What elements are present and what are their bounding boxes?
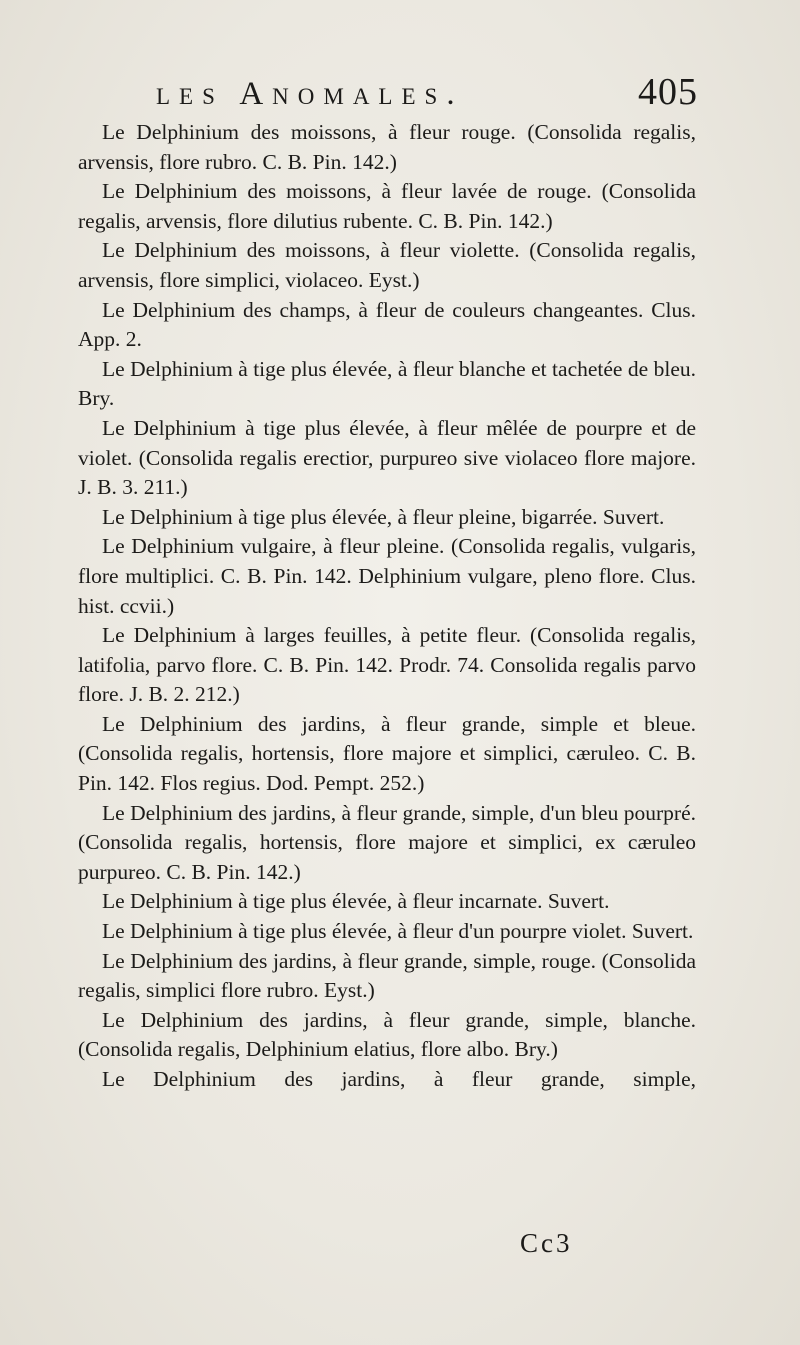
page-number: 405	[638, 71, 698, 113]
paragraph: Le Delphinium des jardins, à fleur grande, simple,	[102, 1067, 696, 1091]
paragraph: Le Delphinium vulgaire, à fleur pleine. (Consolida regalis, vulgaris, flore multiplici. C. B. Pin. 142. Delphinium vulgare, pleno flore. Clus. hist. ccvii.)	[78, 534, 696, 618]
paragraph: Le Delphinium à tige plus élevée, à fleur d'un pourpre violet. Suvert.	[102, 919, 694, 944]
paragraph: Le Delphinium des champs, à fleur de couleurs changeantes. Clus. App. 2.	[78, 297, 696, 352]
paragraph: Le Delphinium des moissons, à fleur rouge. (Consolida regalis, arvensis, flore rubro. C. B. Pin. 142.)	[78, 120, 696, 174]
running-title: les Anomales.	[156, 76, 464, 112]
paragraph: Le Delphinium des jardins, à fleur grande, simple, d'un bleu pourpré. (Consolida regalis, hortensis, flore majore et simplici, ex cæruleo purpureo. C. B. Pin. 142.)	[78, 800, 696, 884]
body-text	[78, 118, 696, 1095]
paragraph: Le Delphinium des jardins, à fleur grande, simple, rouge. (Consolida regalis, simplici flore rubro. Eyst.)	[78, 948, 696, 1003]
paragraph: Le Delphinium à tige plus élevée, à fleur incarnate. Suvert.	[102, 889, 610, 914]
paragraph: Le Delphinium des jardins, à fleur grande, simple, blanche. (Consolida regalis, Delphinium elatius, flore albo. Bry.)	[78, 1007, 696, 1062]
paragraph: Le Delphinium à tige plus élevée, à fleur mêlée de pourpre et de violet. (Consolida regalis erectior, purpureo sive violaceo flore majore. J. B. 3. 211.)	[78, 415, 696, 500]
page-header	[78, 70, 698, 120]
paragraph: Le Delphinium à tige plus élevée, à fleur pleine, bigarrée. Suvert.	[102, 504, 665, 529]
paragraph: Le Delphinium des moissons, à fleur violette. (Consolida regalis, arvensis, flore simplici, violaceo. Eyst.)	[78, 238, 696, 292]
paragraph: Le Delphinium à tige plus élevée, à fleur blanche et tachetée de bleu. Bry.	[78, 356, 696, 411]
signature-mark: Cc3	[520, 1228, 573, 1258]
paragraph: Le Delphinium des moissons, à fleur lavée de rouge. (Consolida regalis, arvensis, flore dilutius rubente. C. B. Pin. 142.)	[78, 179, 696, 233]
paragraph: Le Delphinium à larges feuilles, à petite fleur. (Consolida regalis, latifolia, parvo flore. C. B. Pin. 142. Prodr. 74. Consolida regalis parvo flore. J. B. 2. 212.)	[78, 623, 696, 707]
paragraph: Le Delphinium des jardins, à fleur grande, simple et bleue. (Consolida regalis, hortensis, flore majore et simplici, cæruleo. C. B. Pin. 142. Flos regius. Dod. Pempt. 252.)	[78, 711, 696, 796]
